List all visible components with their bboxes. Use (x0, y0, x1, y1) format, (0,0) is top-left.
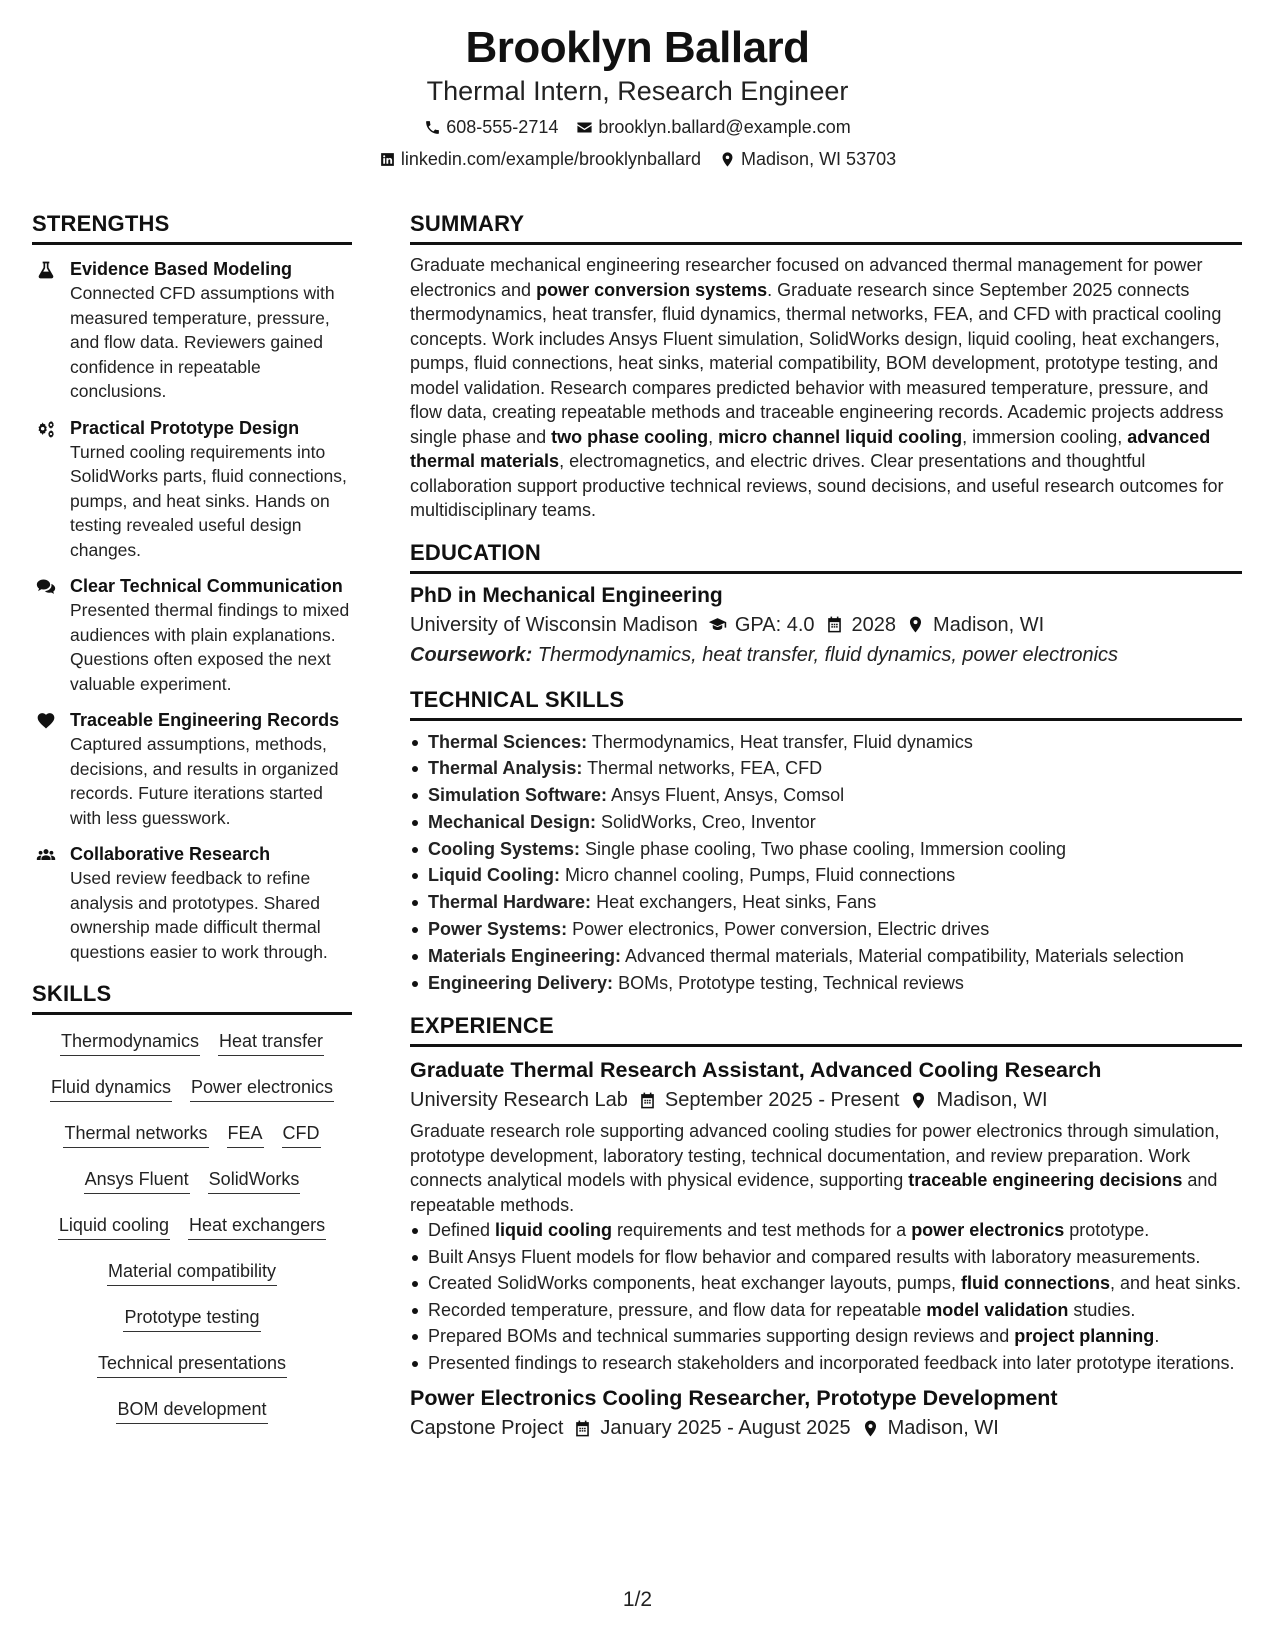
calendar-icon (825, 615, 844, 634)
left-column (32, 210, 352, 1424)
role-org: Capstone Project (410, 1417, 564, 1440)
contact-linkedin[interactable] (379, 146, 701, 172)
map-marker-icon (861, 1419, 880, 1438)
strength-desc: Turned cooling requirements into SolidWorks parts, fluid connections, pumps, and heat sinks. Hands on testing revealed useful design changes. (70, 441, 347, 560)
contact-location (719, 146, 896, 172)
gears-icon (36, 419, 56, 439)
role-description: Graduate research role supporting advanced cooling studies for power electronics through simulation, prototype development, laboratory testing, technical documentation, and review preparation. Work connects analytical models with physical evidence, supporting traceable engineering decisions and repeatable methods. (410, 1121, 1220, 1215)
tech-skill-item: Materials Engineering: Advanced thermal materials, Material compatibility, Materials selection (410, 943, 1242, 970)
tech-skill-item: Power Systems: Power electronics, Power conversion, Electric drives (410, 916, 1242, 943)
candidate-title: Thermal Intern, Research Engineer (426, 76, 849, 106)
skill-chip: FEA (227, 1121, 264, 1148)
tech-skill-item: Mechanical Design: SolidWorks, Creo, Inventor (410, 809, 1242, 836)
calendar-icon (573, 1419, 592, 1438)
users-icon (36, 845, 56, 865)
comments-icon (36, 577, 56, 597)
tech-skill-item: Thermal Analysis: Thermal networks, FEA, CFD (410, 755, 1242, 782)
skills-section (32, 980, 352, 1424)
skill-chip: Ansys Fluent (84, 1167, 190, 1194)
strength-item (32, 416, 352, 563)
skill-chip: BOM development (116, 1397, 267, 1424)
gpa: GPA: 4.0 (734, 613, 815, 636)
linkedin-text: linkedin.com/example/brooklynballard (400, 149, 702, 169)
role-meta (410, 1413, 1242, 1443)
skill-chip: Prototype testing (123, 1305, 260, 1332)
skills-chips (32, 1029, 352, 1424)
skill-chip: Material compatibility (107, 1259, 277, 1286)
role-bullet: Defined liquid cooling requirements and test methods for a power electronics prototype. (410, 1218, 1242, 1243)
skill-chip: Heat exchangers (188, 1213, 326, 1240)
skill-chip: Liquid cooling (58, 1213, 170, 1240)
email-text: brooklyn.ballard@example.com (598, 117, 851, 137)
strength-item (32, 708, 352, 830)
tech-skill-item: Thermal Hardware: Heat exchangers, Heat sinks, Fans (410, 889, 1242, 916)
tech-skill-item: Engineering Delivery: BOMs, Prototype testing, Technical reviews (410, 970, 1242, 997)
skills-heading: SKILLS (32, 980, 352, 1015)
school-location: Madison, WI (933, 613, 1045, 636)
experience-role (410, 1055, 1242, 1375)
skill-chip: Fluid dynamics (50, 1075, 172, 1102)
school-name: University of Wisconsin Madison (410, 613, 698, 636)
strength-title: Clear Technical Communication (70, 576, 343, 596)
strength-item (32, 574, 352, 696)
contact-email[interactable] (576, 114, 850, 140)
map-marker-icon (719, 151, 736, 168)
role-bullet: Built Ansys Fluent models for flow behavior and compared results with laboratory measurements. (410, 1245, 1242, 1270)
graduation-cap-icon (708, 615, 727, 634)
phone-text: 608-555-2714 (446, 117, 559, 137)
strength-desc: Captured assumptions, methods, decisions, and results in organized records. Future iterations started with less guesswork. (70, 734, 339, 828)
calendar-icon (638, 1091, 657, 1110)
page-number: 1/2 (622, 1588, 653, 1611)
strength-title: Traceable Engineering Records (70, 710, 340, 730)
tech-skill-item: Cooling Systems: Single phase cooling, Two phase cooling, Immersion cooling (410, 836, 1242, 863)
role-bullet: Recorded temperature, pressure, and flow data for repeatable model validation studies. (410, 1298, 1242, 1323)
skill-chip: Power electronics (190, 1075, 334, 1102)
tech-skill-item: Thermal Sciences: Thermodynamics, Heat transfer, Fluid dynamics (410, 729, 1242, 756)
role-bullet: Prepared BOMs and technical summaries supporting design reviews and project planning. (410, 1324, 1242, 1349)
map-marker-icon (906, 615, 925, 634)
heart-icon (36, 711, 56, 731)
role-meta (410, 1085, 1242, 1115)
resume-header (0, 22, 1275, 172)
education-section (410, 539, 1242, 670)
role-location: Madison, WI (887, 1417, 999, 1440)
strength-desc: Connected CFD assumptions with measured temperature, pressure, and flow data. Reviewers gained confidence in repeatable conclusions. (70, 283, 335, 401)
technical-skills-section (410, 686, 1242, 997)
strength-title: Evidence Based Modeling (70, 259, 293, 279)
strengths-heading: STRENGTHS (32, 210, 352, 245)
experience-role (410, 1383, 1242, 1443)
strength-item (32, 842, 352, 964)
role-org: University Research Lab (410, 1089, 628, 1112)
contact-row-2 (0, 146, 1275, 172)
role-title: Power Electronics Cooling Researcher, Prototype Development (410, 1386, 1058, 1411)
candidate-name: Brooklyn Ballard (465, 23, 810, 72)
tech-skill-item: Liquid Cooling: Micro channel cooling, Pumps, Fluid connections (410, 862, 1242, 889)
linkedin-icon (379, 151, 396, 168)
strength-title: Collaborative Research (70, 844, 271, 864)
strengths-list (32, 257, 352, 964)
right-column (410, 210, 1242, 1443)
role-dates: September 2025 - Present (664, 1089, 900, 1112)
flask-icon (36, 260, 56, 280)
skill-chip: Thermal networks (63, 1121, 208, 1148)
skill-chip: Thermodynamics (60, 1029, 200, 1056)
degree-title: PhD in Mechanical Engineering (410, 583, 723, 607)
experience-section (410, 1012, 1242, 1443)
role-bullet: Created SolidWorks components, heat exchanger layouts, pumps, fluid connections, and heat sinks. (410, 1271, 1242, 1296)
strength-title: Practical Prototype Design (70, 417, 300, 438)
summary-heading: SUMMARY (410, 210, 1242, 245)
tech-skill-item: Simulation Software: Ansys Fluent, Ansys, Comsol (410, 782, 1242, 809)
skill-chip: Technical presentations (97, 1351, 287, 1378)
education-heading: EDUCATION (410, 539, 1242, 574)
skill-chip: CFD (282, 1121, 321, 1148)
location-text: Madison, WI 53703 (741, 149, 897, 169)
map-marker-icon (909, 1091, 928, 1110)
skill-chip: SolidWorks (208, 1167, 301, 1194)
strength-item (32, 257, 352, 404)
strength-desc: Used review feedback to refine analysis and prototypes. Shared ownership made difficult thermal questions easier to work through. (70, 868, 328, 962)
role-location: Madison, WI (936, 1089, 1048, 1112)
contact-row-1 (0, 114, 1275, 140)
education-meta (410, 610, 1242, 640)
role-bullet: Presented findings to research stakeholders and incorporated feedback into later prototype iterations. (410, 1351, 1242, 1376)
role-bullets (410, 1218, 1242, 1375)
role-title: Graduate Thermal Research Assistant, Advanced Cooling Research (410, 1058, 1102, 1083)
experience-heading: EXPERIENCE (410, 1012, 1242, 1047)
envelope-icon (576, 119, 593, 136)
coursework: Coursework: Thermodynamics, heat transfer, fluid dynamics, power electronics (410, 643, 1119, 666)
summary-text: Graduate mechanical engineering researcher focused on advanced thermal management for power electronics and power conversion systems. Graduate research since September 2025 connects thermodynamics, heat transfer, fluid dynamics, thermal networks, FEA, and CFD with practical cooling concepts. Work includes Ansys Fluent simulation, SolidWorks design, liquid cooling, heat exchangers, pumps, fluid connections, heat sinks, material compatibility, BOM development, prototype testing, and model validation. Research compares predicted behavior with measured temperature, pressure, and flow data, creating repeatable methods and traceable engineering records. Academic projects address single phase and two phase cooling, micro channel liquid cooling, immersion cooling, advanced thermal materials, electromagnetics, and electric drives. Clear presentations and thoughtful collaboration support productive technical reviews, sound decisions, and useful research outcomes for multidisciplinary teams. (410, 255, 1224, 520)
technical-skills-list (410, 729, 1242, 997)
strength-desc: Presented thermal findings to mixed audiences with plain explanations. Questions often exposed the next valuable experiment. (70, 600, 350, 694)
graduation-year: 2028 (851, 613, 897, 636)
technical-skills-heading: TECHNICAL SKILLS (410, 686, 1242, 721)
contact-phone[interactable] (424, 114, 558, 140)
skill-chip: Heat transfer (218, 1029, 324, 1056)
role-dates: January 2025 - August 2025 (600, 1417, 851, 1440)
phone-icon (424, 119, 441, 136)
